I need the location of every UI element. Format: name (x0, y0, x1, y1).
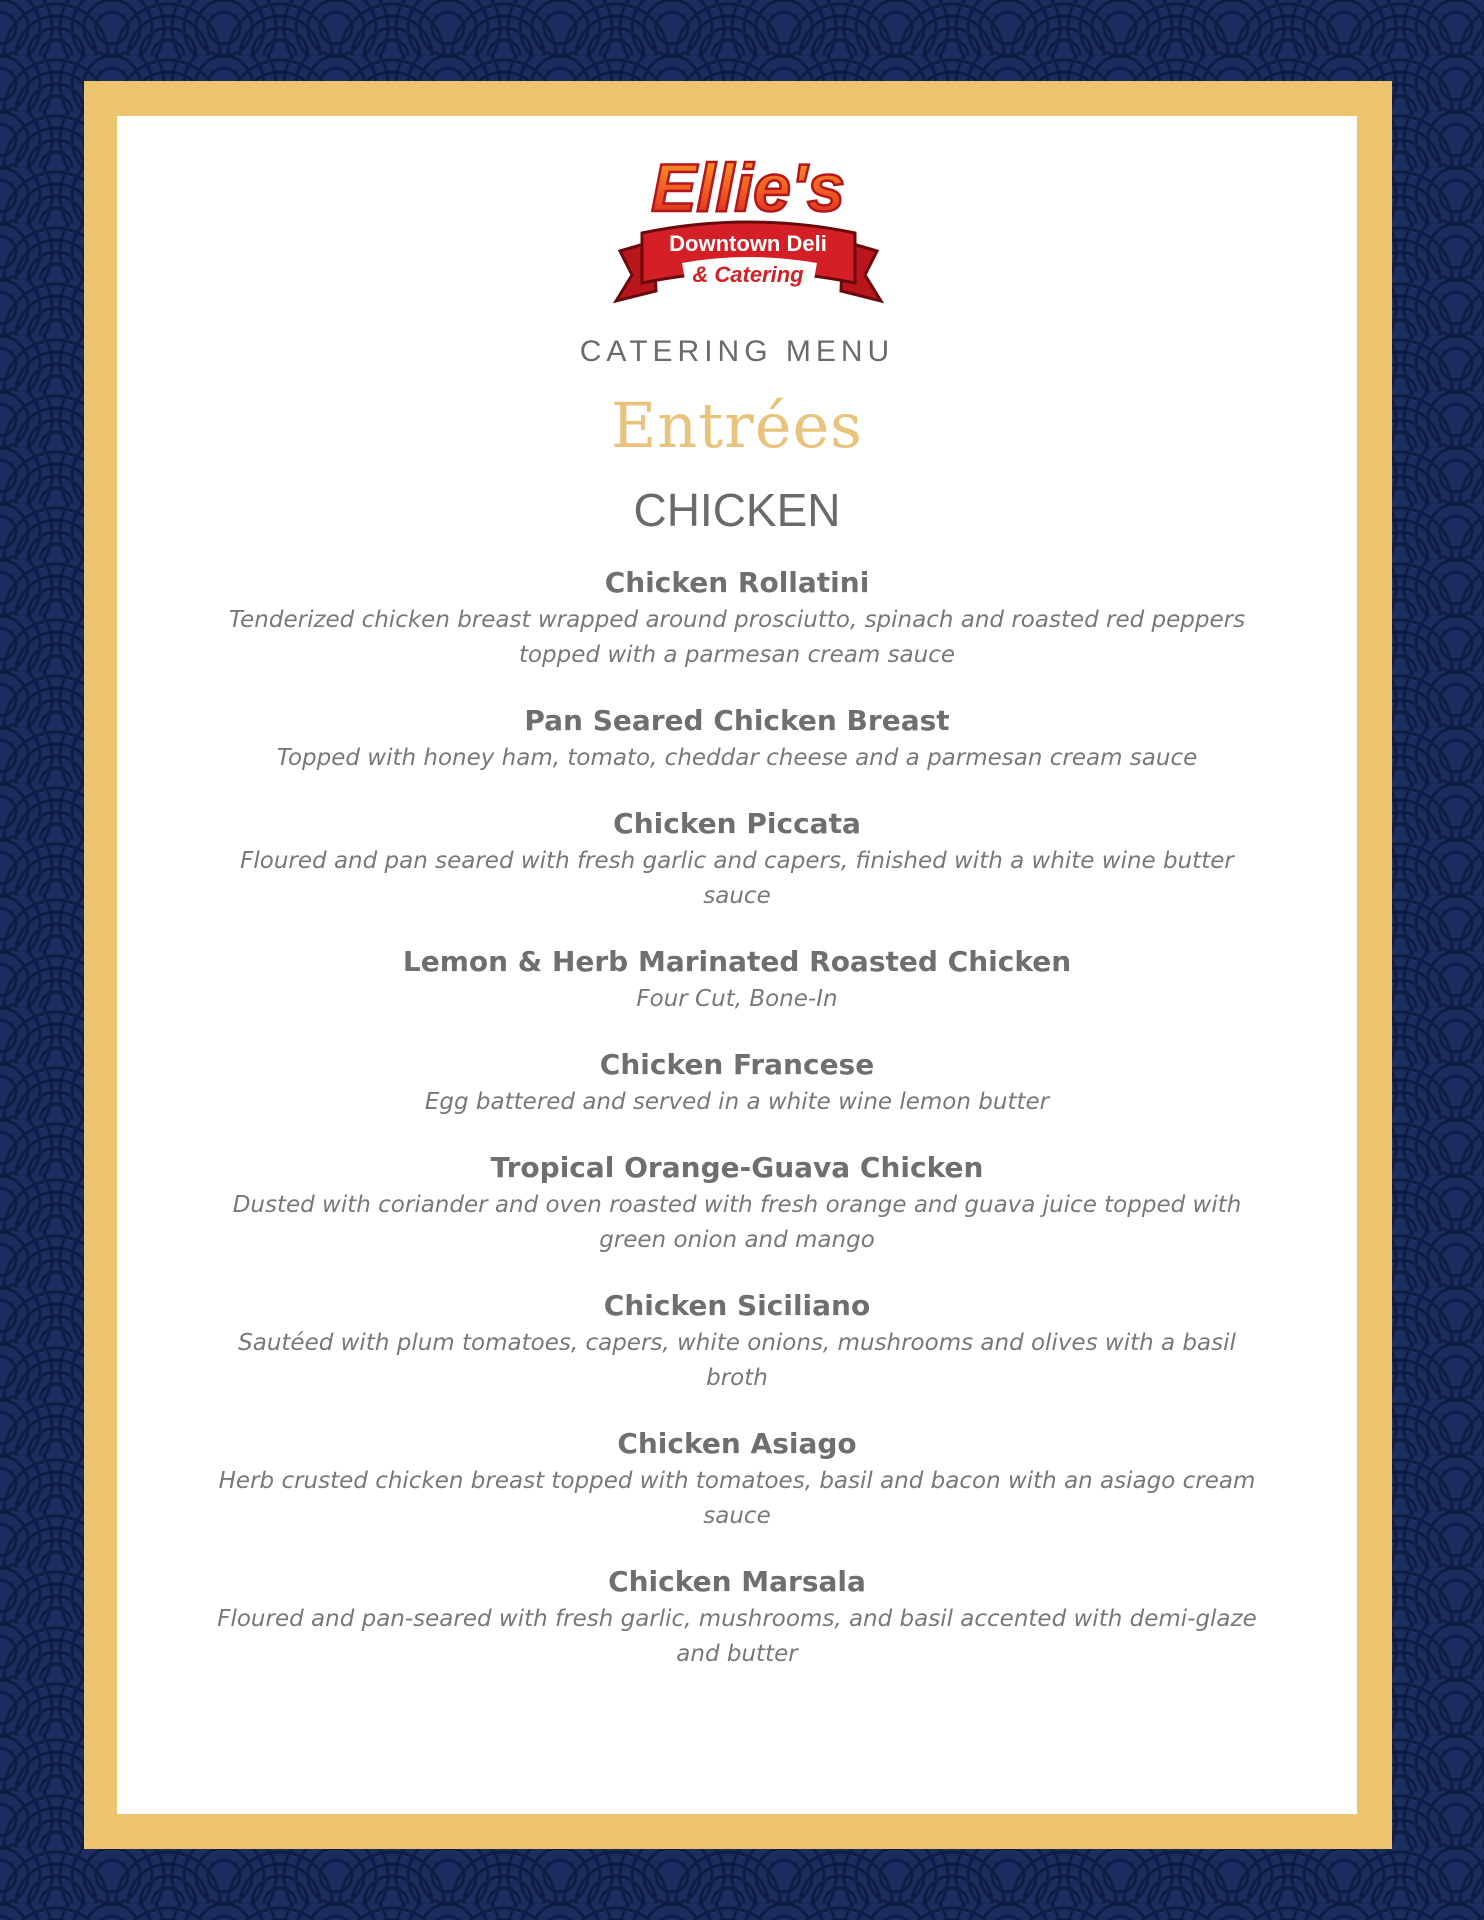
menu-item-description: Dusted with coriander and oven roasted with fresh orange and guava juice topped with green onion and mango (232, 1192, 1242, 1253)
menu-items-list (197, 563, 1277, 1672)
menu-item-name: Pan Seared Chicken Breast (524, 704, 950, 737)
menu-item-description: Floured and pan seared with fresh garlic and capers, finished with a white wine butter sauce (240, 848, 1234, 909)
menu-item-description: Floured and pan-seared with fresh garlic, mushrooms, and basil accented with demi-glaze and butter (217, 1606, 1257, 1667)
menu-page (117, 116, 1357, 1814)
menu-item-description: Four Cut, Bone-In (636, 986, 838, 1012)
menu-item-description: Topped with honey ham, tomato, cheddar cheese and a parmesan cream sauce (276, 745, 1198, 771)
menu-item-description: Sautéed with plum tomatoes, capers, white onions, mushrooms and olives with a basil broth (238, 1330, 1236, 1391)
menu-item (197, 942, 1277, 1017)
menu-item (197, 1148, 1277, 1258)
menu-item (197, 563, 1277, 673)
category-heading: CHICKEN (633, 484, 841, 536)
menu-item (197, 1562, 1277, 1672)
menu-item-name: Lemon & Herb Marinated Roasted Chicken (402, 945, 1072, 978)
logo-brand-text: Ellie's (651, 150, 845, 226)
menu-item-name: Chicken Siciliano (603, 1289, 871, 1322)
menu-item-name: Chicken Asiago (617, 1427, 857, 1460)
menu-item-name: Tropical Orange-Guava Chicken (490, 1151, 984, 1184)
menu-item-name: Chicken Francese (599, 1048, 875, 1081)
logo-line2-text: & Catering (692, 262, 804, 287)
section-title: Entrées (611, 389, 863, 462)
logo-line1-text: Downtown Deli (669, 231, 827, 256)
menu-item-name: Chicken Piccata (613, 807, 861, 840)
menu-item-description: Tenderized chicken breast wrapped around prosciutto, spinach and roasted red peppers topped with a parmesan cream sauce (228, 607, 1246, 668)
menu-item (197, 1045, 1277, 1120)
menu-item (197, 701, 1277, 776)
menu-subtitle: CATERING MENU (579, 335, 895, 368)
menu-item-description: Herb crusted chicken breast topped with tomatoes, basil and bacon with an asiago cream sauce (218, 1468, 1256, 1529)
menu-item (197, 1286, 1277, 1396)
menu-item-description: Egg battered and served in a white wine lemon butter (424, 1089, 1050, 1115)
menu-item-name: Chicken Marsala (608, 1565, 866, 1598)
ellies-logo (612, 133, 885, 315)
menu-item (197, 804, 1277, 914)
menu-item-name: Chicken Rollatini (604, 566, 870, 599)
menu-item (197, 1424, 1277, 1534)
